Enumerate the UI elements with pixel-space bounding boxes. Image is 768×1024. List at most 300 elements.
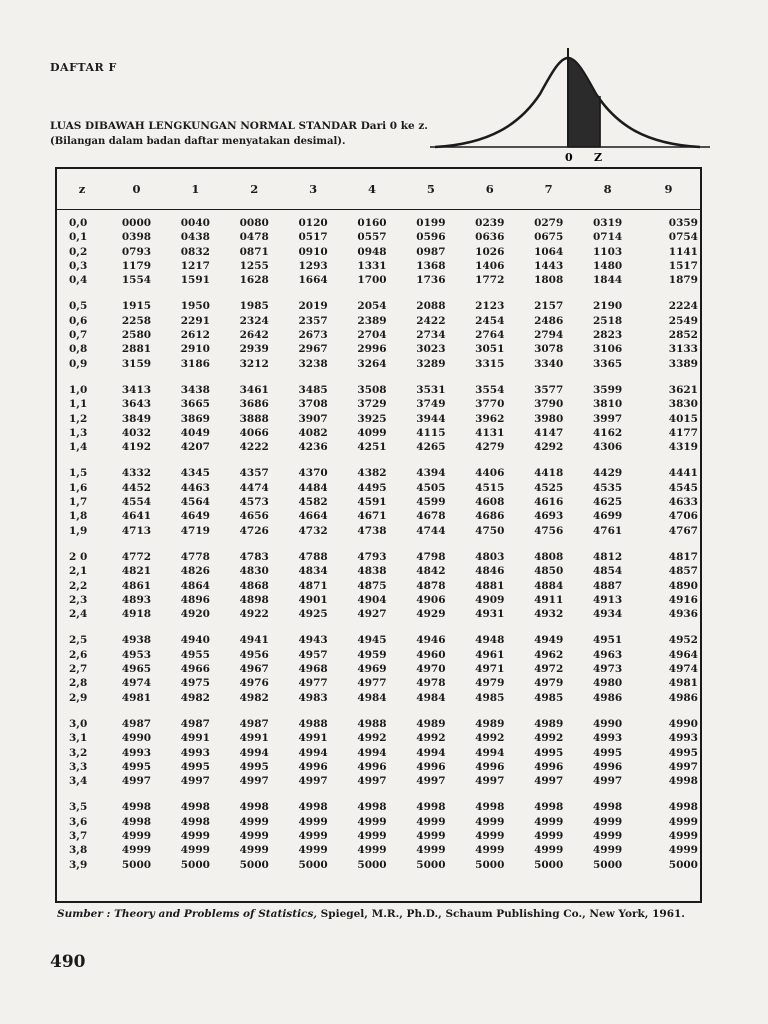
area-value-cell: 4998	[357, 801, 387, 814]
z-value-cell: 3,6	[69, 815, 88, 828]
area-value-cell: 4881	[475, 579, 505, 592]
area-value-cell: 4922	[239, 608, 269, 621]
z-value-cell: 0,6	[69, 314, 88, 327]
area-value-cell: 4750	[475, 524, 505, 537]
area-value-cell: 4591	[357, 496, 387, 509]
area-value-cell: 4999	[239, 829, 269, 842]
area-value-cell: 2224	[668, 300, 698, 313]
area-value-cell: 4798	[416, 550, 446, 563]
area-value-cell: 2794	[534, 329, 564, 342]
area-value-cell: 4936	[668, 608, 698, 621]
area-value-cell: 3508	[357, 383, 387, 396]
area-value-cell: 4953	[121, 648, 152, 661]
z-value-cell: 2 0	[69, 550, 88, 563]
area-value-cell: 3186	[180, 357, 210, 370]
area-value-cell: 4893	[121, 593, 152, 606]
table-row	[57, 550, 700, 564]
area-value-cell: 2518	[592, 314, 623, 327]
area-value-cell: 4049	[180, 426, 210, 439]
area-value-cell: 1255	[239, 259, 269, 272]
z-value-cell: 1,8	[69, 510, 88, 523]
area-value-cell: 4850	[534, 565, 564, 578]
table-row	[57, 397, 700, 411]
z-value-cell: 0,3	[69, 259, 88, 272]
column-header: 7	[519, 169, 578, 210]
area-value-cell: 0359	[668, 217, 698, 229]
area-value-cell: 1664	[298, 274, 328, 287]
area-value-cell: 4993	[180, 746, 210, 759]
curve-label-z: Z	[594, 151, 603, 164]
table-row	[57, 815, 700, 829]
area-value-cell: 4965	[121, 663, 152, 676]
group-spacer	[57, 371, 700, 383]
area-value-cell: 4988	[298, 717, 328, 730]
z-value-cell: 1,1	[69, 398, 88, 411]
z-value-cell: 1,3	[69, 426, 88, 439]
area-value-cell: 4834	[298, 565, 328, 578]
area-value-cell: 4978	[416, 677, 446, 690]
area-value-cell: 4251	[357, 441, 387, 454]
table-row	[57, 230, 700, 244]
area-value-cell: 4918	[121, 608, 152, 621]
area-value-cell: 3997	[592, 412, 623, 425]
area-value-cell: 1480	[592, 259, 623, 272]
area-value-cell: 4999	[416, 844, 446, 857]
area-value-cell: 0910	[298, 245, 328, 258]
area-value-cell: 4857	[668, 565, 698, 578]
area-value-cell: 4441	[668, 467, 698, 480]
table-row	[57, 633, 700, 647]
area-value-cell: 4982	[239, 691, 269, 704]
area-value-cell: 4719	[180, 524, 210, 537]
table-row	[57, 829, 700, 843]
area-value-cell: 4987	[180, 717, 210, 730]
area-value-cell: 4793	[357, 550, 387, 563]
area-value-cell: 2157	[534, 300, 564, 313]
area-value-cell: 4973	[592, 663, 623, 676]
area-value-cell: 4871	[298, 579, 328, 592]
area-value-cell: 4738	[357, 524, 387, 537]
area-value-cell: 3078	[534, 343, 564, 356]
z-value-cell: 0,9	[69, 357, 88, 370]
area-value-cell: 4999	[534, 829, 564, 842]
z-value-cell: 2,3	[69, 593, 88, 606]
z-value-cell: 2,8	[69, 677, 88, 690]
z-value-cell: 0,4	[69, 274, 88, 287]
z-value-cell: 1,6	[69, 481, 88, 494]
z-value-cell: 3,2	[69, 746, 88, 759]
area-value-cell: 2324	[239, 314, 269, 327]
area-value-cell: 4984	[416, 691, 446, 704]
area-value-cell: 4951	[592, 634, 623, 647]
table-row	[57, 676, 700, 690]
area-value-cell: 2996	[357, 343, 387, 356]
area-value-cell: 4983	[298, 691, 328, 704]
area-value-cell: 5000	[357, 858, 387, 871]
area-value-cell: 1064	[534, 245, 564, 258]
area-value-cell: 3643	[121, 398, 152, 411]
area-value-cell: 4974	[668, 663, 698, 676]
area-value-cell: 4616	[534, 496, 564, 509]
area-value-cell: 4357	[239, 467, 269, 480]
area-value-cell: 4778	[180, 550, 210, 563]
group-spacer	[57, 621, 700, 633]
area-value-cell: 2642	[239, 329, 269, 342]
area-value-cell: 4861	[121, 579, 152, 592]
area-value-cell: 4474	[239, 481, 269, 494]
area-value-cell: 4418	[534, 467, 564, 480]
z-value-cell: 0,8	[69, 343, 88, 356]
area-value-cell: 4868	[239, 579, 269, 592]
area-value-cell: 4394	[416, 467, 446, 480]
area-value-cell: 2291	[180, 314, 210, 327]
area-value-cell: 4909	[475, 593, 505, 606]
area-value-cell: 3389	[668, 357, 698, 370]
area-value-cell: 3790	[534, 398, 564, 411]
area-value-cell: 4961	[475, 648, 505, 661]
area-value-cell: 3438	[180, 383, 210, 396]
area-value-cell: 4842	[416, 565, 446, 578]
z-value-cell: 0,1	[69, 231, 88, 244]
area-value-cell: 0871	[239, 245, 269, 258]
z-value-cell: 1,4	[69, 441, 88, 454]
area-value-cell: 4997	[416, 775, 446, 788]
area-value-cell: 1844	[592, 274, 623, 287]
area-value-cell: 4875	[357, 579, 387, 592]
area-value-cell: 4999	[534, 844, 564, 857]
area-value-cell: 4988	[357, 717, 387, 730]
area-value-cell: 4177	[668, 426, 698, 439]
area-value-cell: 4265	[416, 441, 446, 454]
table-row	[57, 746, 700, 760]
area-value-cell: 4970	[416, 663, 446, 676]
area-value-cell: 4998	[121, 801, 152, 814]
area-value-cell: 4987	[239, 717, 269, 730]
area-value-cell: 4997	[668, 760, 698, 773]
area-value-cell: 4664	[298, 510, 328, 523]
area-value-cell: 0714	[592, 231, 623, 244]
area-value-cell: 4279	[475, 441, 505, 454]
table-row	[57, 717, 700, 731]
area-value-cell: 4564	[180, 496, 210, 509]
area-value-cell: 4995	[534, 746, 564, 759]
area-value-cell: 2580	[121, 329, 152, 342]
area-value-cell: 5000	[668, 858, 698, 871]
area-value-cell: 1179	[121, 259, 152, 272]
area-value-cell: 4495	[357, 481, 387, 494]
z-value-cell: 1,5	[69, 467, 88, 480]
z-value-cell: 1,9	[69, 524, 88, 537]
area-value-cell: 2910	[180, 343, 210, 356]
area-value-cell: 4671	[357, 510, 387, 523]
z-value-cell: 0,0	[69, 217, 88, 229]
area-value-cell: 4969	[357, 663, 387, 676]
z-value-cell: 3,0	[69, 717, 88, 730]
table-row	[57, 564, 700, 578]
area-value-cell: 4941	[239, 634, 269, 647]
area-value-cell: 3925	[357, 412, 387, 425]
area-value-cell: 0596	[416, 231, 446, 244]
area-value-cell: 4979	[475, 677, 505, 690]
area-value-cell: 4772	[121, 550, 152, 563]
area-value-cell: 4999	[121, 844, 152, 857]
area-value-cell: 4977	[298, 677, 328, 690]
table-title: LUAS DIBAWAH LENGKUNGAN NORMAL STANDAR Dari 0 ke z.	[50, 120, 428, 132]
table-row	[57, 412, 700, 426]
area-value-cell: 4999	[475, 844, 505, 857]
area-value-cell: 2549	[668, 314, 698, 327]
area-value-cell: 4996	[592, 760, 623, 773]
z-value-cell: 2,5	[69, 634, 88, 647]
area-value-cell: 3849	[121, 412, 152, 425]
area-value-cell: 2422	[416, 314, 446, 327]
area-value-cell: 4896	[180, 593, 210, 606]
area-value-cell: 0160	[357, 217, 387, 229]
area-value-cell: 3023	[416, 343, 446, 356]
area-value-cell: 3749	[416, 398, 446, 411]
area-value-cell: 2764	[475, 329, 505, 342]
area-value-cell: 4981	[668, 677, 698, 690]
area-value-cell: 4999	[668, 815, 698, 828]
area-value-cell: 4207	[180, 441, 210, 454]
area-value-cell: 4986	[592, 691, 623, 704]
area-value-cell: 1700	[357, 274, 387, 287]
normal-table-frame	[55, 167, 702, 903]
area-value-cell: 4452	[121, 481, 152, 494]
area-value-cell: 2258	[121, 314, 152, 327]
z-value-cell: 3,3	[69, 760, 88, 773]
area-value-cell: 4998	[180, 815, 210, 828]
area-value-cell: 4463	[180, 481, 210, 494]
area-value-cell: 4999	[298, 815, 328, 828]
area-value-cell: 4985	[534, 691, 564, 704]
area-value-cell: 4999	[357, 815, 387, 828]
area-value-cell: 2454	[475, 314, 505, 327]
table-row	[57, 440, 700, 454]
area-value-cell: 4901	[298, 593, 328, 606]
area-value-cell: 4920	[180, 608, 210, 621]
area-value-cell: 4625	[592, 496, 623, 509]
column-header: 4	[343, 169, 402, 210]
area-value-cell: 4817	[668, 550, 698, 563]
area-value-cell: 4986	[668, 691, 698, 704]
area-value-cell: 4756	[534, 524, 564, 537]
table-row	[57, 216, 700, 230]
area-value-cell: 0199	[416, 217, 446, 229]
area-value-cell: 2612	[180, 329, 210, 342]
z-value-cell: 2,1	[69, 565, 88, 578]
area-value-cell: 0675	[534, 231, 564, 244]
area-value-cell: 1736	[416, 274, 446, 287]
z-value-cell: 1,0	[69, 383, 88, 396]
area-value-cell: 4960	[416, 648, 446, 661]
area-value-cell: 3340	[534, 357, 564, 370]
area-value-cell: 4979	[534, 677, 564, 690]
area-value-cell: 4976	[239, 677, 269, 690]
area-value-cell: 3621	[668, 383, 698, 396]
area-value-cell: 2123	[475, 300, 505, 313]
area-value-cell: 4993	[121, 746, 152, 759]
area-value-cell: 3962	[475, 412, 505, 425]
table-row	[57, 760, 700, 774]
area-value-cell: 4991	[298, 732, 328, 745]
z-value-cell: 1,2	[69, 412, 88, 425]
area-value-cell: 4505	[416, 481, 446, 494]
curve-label-0: 0	[565, 151, 573, 164]
area-value-cell: 3665	[180, 398, 210, 411]
area-value-cell: 4913	[592, 593, 623, 606]
area-value-cell: 4633	[668, 496, 698, 509]
area-value-cell: 4996	[298, 760, 328, 773]
area-value-cell: 4916	[668, 593, 698, 606]
area-value-cell: 3159	[121, 357, 152, 370]
area-value-cell: 0120	[298, 217, 328, 229]
z-value-cell: 1,7	[69, 496, 88, 509]
area-value-cell: 4977	[357, 677, 387, 690]
area-value-cell: 4147	[534, 426, 564, 439]
normal-table	[57, 169, 700, 872]
table-row	[57, 774, 700, 788]
area-value-cell: 3770	[475, 398, 505, 411]
area-value-cell: 3577	[534, 383, 564, 396]
area-value-cell: 4949	[534, 634, 564, 647]
area-value-cell: 4999	[592, 844, 623, 857]
area-value-cell: 4370	[298, 467, 328, 480]
table-row	[57, 342, 700, 356]
group-spacer	[57, 788, 700, 800]
area-value-cell: 4998	[180, 801, 210, 814]
area-value-cell: 4236	[298, 441, 328, 454]
area-value-cell: 4599	[416, 496, 446, 509]
area-value-cell: 4989	[416, 717, 446, 730]
z-value-cell: 0,5	[69, 300, 88, 313]
z-value-cell: 3,8	[69, 844, 88, 857]
area-value-cell: 4967	[239, 663, 269, 676]
table-row	[57, 328, 700, 342]
area-value-cell: 3686	[239, 398, 269, 411]
area-value-cell: 3413	[121, 383, 152, 396]
area-value-cell: 4678	[416, 510, 446, 523]
area-value-cell: 4985	[475, 691, 505, 704]
table-row	[57, 593, 700, 607]
area-value-cell: 4932	[534, 608, 564, 621]
area-value-cell: 4812	[592, 550, 623, 563]
column-header: 8	[578, 169, 637, 210]
area-value-cell: 4992	[534, 732, 564, 745]
area-value-cell: 4131	[475, 426, 505, 439]
table-row	[57, 800, 700, 814]
area-value-cell: 0040	[180, 217, 210, 229]
area-value-cell: 4992	[475, 732, 505, 745]
area-value-cell: 2357	[298, 314, 328, 327]
area-value-cell: 1628	[239, 274, 269, 287]
area-value-cell: 4999	[475, 829, 505, 842]
area-value-cell: 4115	[416, 426, 446, 439]
area-value-cell: 2852	[668, 329, 698, 342]
area-value-cell: 2673	[298, 329, 328, 342]
area-value-cell: 4955	[180, 648, 210, 661]
table-row	[57, 299, 700, 313]
table-row	[57, 731, 700, 745]
table-row	[57, 245, 700, 259]
area-value-cell: 4991	[180, 732, 210, 745]
area-value-cell: 1517	[668, 259, 698, 272]
area-value-cell: 4192	[121, 441, 152, 454]
area-value-cell: 3365	[592, 357, 623, 370]
z-value-cell: 2,6	[69, 648, 88, 661]
area-value-cell: 4292	[534, 441, 564, 454]
area-value-cell: 4406	[475, 467, 505, 480]
area-value-cell: 4997	[475, 775, 505, 788]
area-value-cell: 4998	[668, 775, 698, 788]
area-value-cell: 5000	[534, 858, 564, 871]
column-header: 3	[284, 169, 343, 210]
area-value-cell: 4382	[357, 467, 387, 480]
area-value-cell: 0832	[180, 245, 210, 258]
area-value-cell: 4999	[239, 844, 269, 857]
area-value-cell: 0279	[534, 217, 564, 229]
area-value-cell: 4938	[121, 634, 152, 647]
area-value-cell: 0438	[180, 231, 210, 244]
area-value-cell: 1443	[534, 259, 564, 272]
area-value-cell: 4994	[475, 746, 505, 759]
area-value-cell: 3554	[475, 383, 505, 396]
area-value-cell: 4884	[534, 579, 564, 592]
area-value-cell: 4744	[416, 524, 446, 537]
area-value-cell: 4706	[668, 510, 698, 523]
area-value-cell: 3238	[298, 357, 328, 370]
area-value-cell: 4554	[121, 496, 152, 509]
area-value-cell: 4713	[121, 524, 152, 537]
area-value-cell: 2881	[121, 343, 152, 356]
area-value-cell: 2967	[298, 343, 328, 356]
area-value-cell: 0948	[357, 245, 387, 258]
area-value-cell: 4878	[416, 579, 446, 592]
area-value-cell: 3980	[534, 412, 564, 425]
column-header: 5	[401, 169, 460, 210]
area-value-cell: 4972	[534, 663, 564, 676]
area-value-cell: 2734	[416, 329, 446, 342]
area-value-cell: 4864	[180, 579, 210, 592]
area-value-cell: 1293	[298, 259, 328, 272]
area-value-cell: 5000	[239, 858, 269, 871]
area-value-cell: 4998	[298, 801, 328, 814]
table-row	[57, 259, 700, 273]
area-value-cell: 4931	[475, 608, 505, 621]
area-value-cell: 4990	[592, 717, 623, 730]
table-row	[57, 648, 700, 662]
area-value-cell: 4332	[121, 467, 152, 480]
area-value-cell: 5000	[298, 858, 328, 871]
area-value-cell: 3944	[416, 412, 446, 425]
area-value-cell: 4995	[592, 746, 623, 759]
area-value-cell: 3289	[416, 357, 446, 370]
area-value-cell: 4821	[121, 565, 152, 578]
z-value-cell: 0,2	[69, 245, 88, 258]
table-row	[57, 426, 700, 440]
area-value-cell: 5000	[592, 858, 623, 871]
area-value-cell: 4999	[239, 815, 269, 828]
area-value-cell: 4948	[475, 634, 505, 647]
area-value-cell: 3212	[239, 357, 269, 370]
area-value-cell: 4995	[180, 760, 210, 773]
area-value-cell: 4999	[357, 829, 387, 842]
area-value-cell: 0398	[121, 231, 152, 244]
area-value-cell: 4732	[298, 524, 328, 537]
source-label: Sumber :	[57, 908, 111, 920]
area-value-cell: 4956	[239, 648, 269, 661]
area-value-cell: 4345	[180, 467, 210, 480]
